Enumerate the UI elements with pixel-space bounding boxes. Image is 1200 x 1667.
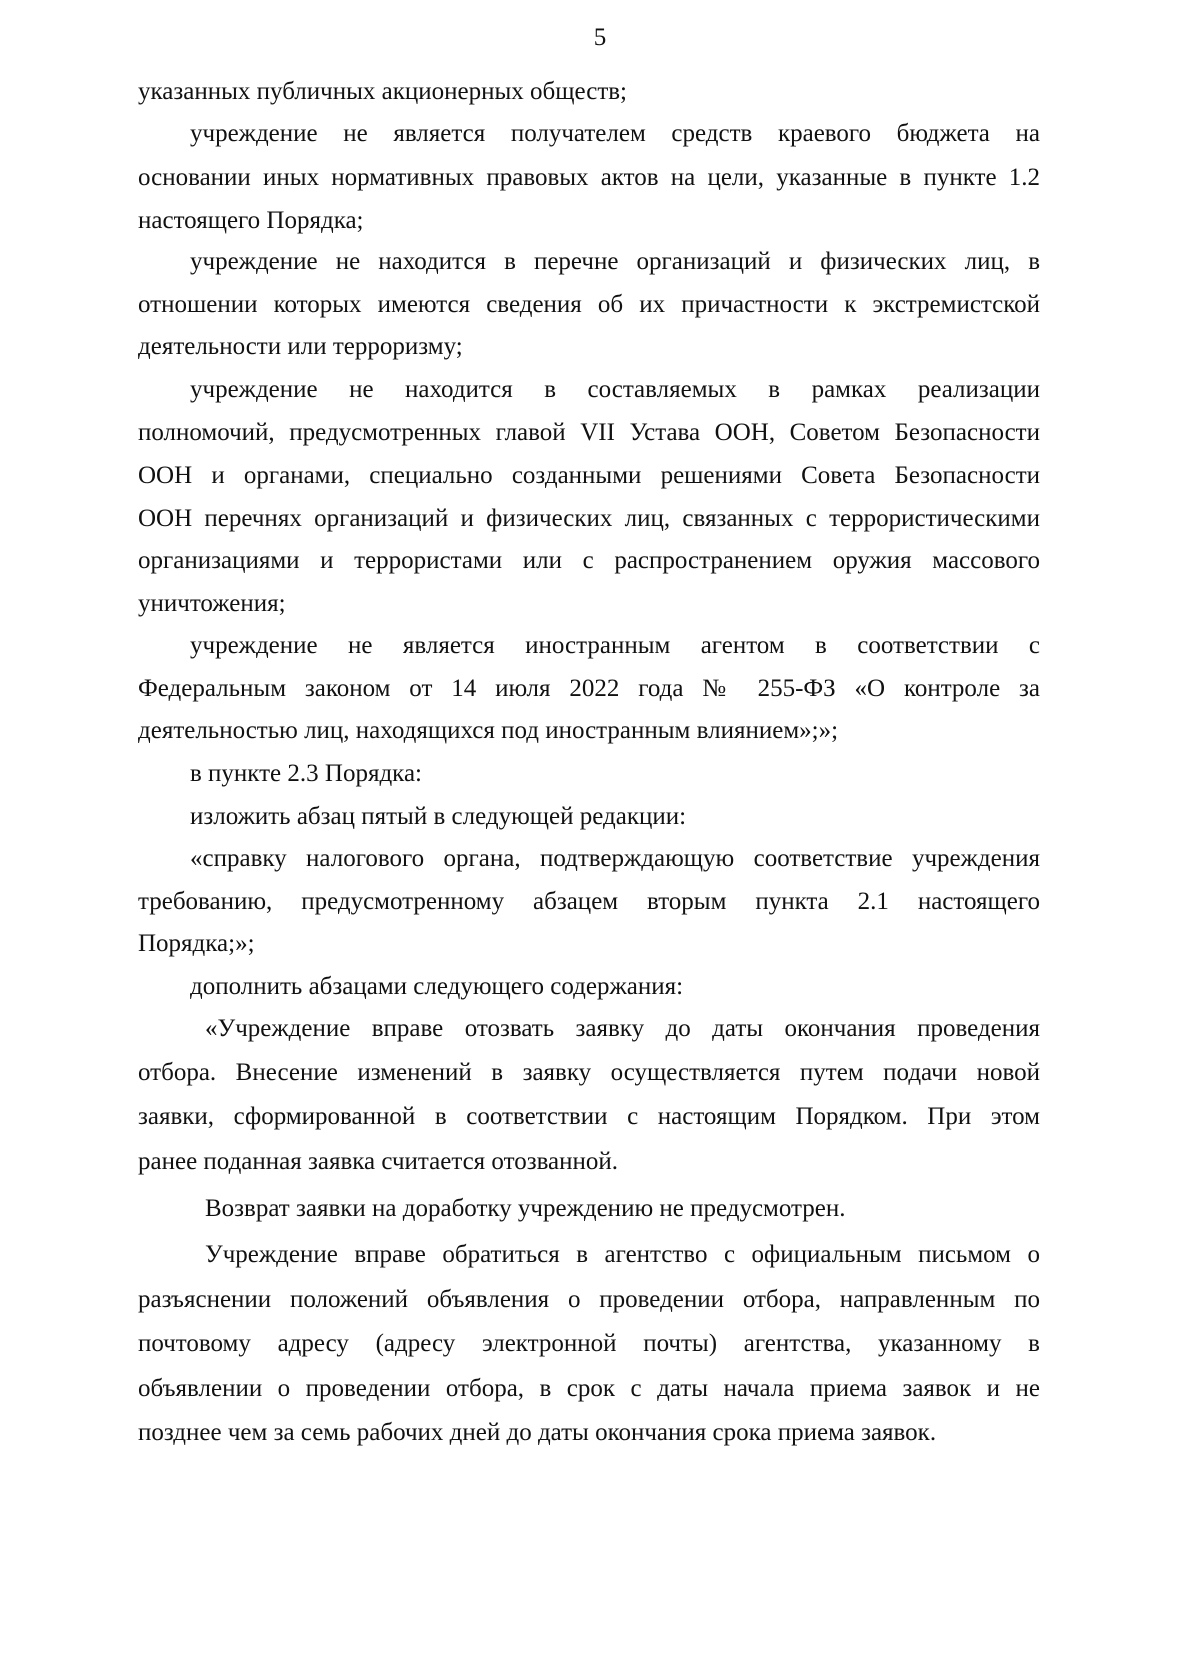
text-line: разъяснении положений объявления о проведении отбора, направленным по — [138, 1286, 1040, 1313]
text-line: Порядка;»; — [138, 930, 255, 957]
text-line: ООН и органами, специально созданными решениями Совета Безопасности — [138, 462, 1040, 489]
text-line: уничтожения; — [138, 590, 286, 617]
text-line: «справку налогового органа, подтверждающую соответствие учреждения — [190, 845, 1040, 872]
text-line: Федеральным законом от 14 июля 2022 года № 255-ФЗ «О контроле за — [138, 675, 1040, 702]
text-line: учреждение не находится в составляемых в рамках реализации — [190, 376, 1040, 403]
text-line: в пункте 2.3 Порядка: — [190, 760, 422, 787]
text-line: организациями и террористами или с распространением оружия массового — [138, 547, 1040, 574]
text-line: позднее чем за семь рабочих дней до даты окончания срока приема заявок. — [138, 1419, 937, 1446]
text-line: деятельностью лиц, находящихся под иностранным влиянием»;»; — [138, 717, 839, 744]
page-number: 5 — [593, 24, 607, 51]
text-line: дополнить абзацами следующего содержания: — [190, 973, 684, 1000]
text-line: отбора. Внесение изменений в заявку осуществляется путем подачи новой — [138, 1059, 1040, 1086]
text-line: Возврат заявки на доработку учреждению не предусмотрен. — [205, 1195, 846, 1222]
text-line: требованию, предусмотренному абзацем вторым пункта 2.1 настоящего — [138, 888, 1040, 915]
text-line: объявлении о проведении отбора, в срок с даты начала приема заявок и не — [138, 1375, 1040, 1402]
text-line: Учреждение вправе обратиться в агентство с официальным письмом о — [205, 1241, 1040, 1268]
text-line: настоящего Порядка; — [138, 207, 364, 234]
text-line: изложить абзац пятый в следующей редакции: — [190, 803, 687, 830]
text-line: отношении которых имеются сведения об их причастности к экстремистской — [138, 291, 1040, 318]
text-line: указанных публичных акционерных обществ; — [138, 78, 628, 105]
text-line: «Учреждение вправе отозвать заявку до даты окончания проведения — [205, 1015, 1040, 1042]
text-line: основании иных нормативных правовых актов на цели, указанные в пункте 1.2 — [138, 164, 1040, 191]
text-line: ранее поданная заявка считается отозванной. — [138, 1148, 619, 1175]
text-line: учреждение не находится в перечне организаций и физических лиц, в — [190, 248, 1040, 275]
text-line: ООН перечнях организаций и физических лиц, связанных с террористическими — [138, 505, 1040, 532]
text-line: полномочий, предусмотренных главой VII Устава ООН, Советом Безопасности — [138, 419, 1040, 446]
text-line: почтовому адресу (адресу электронной почты) агентства, указанному в — [138, 1330, 1040, 1357]
text-line: учреждение не является получателем средств краевого бюджета на — [190, 120, 1040, 147]
text-line: деятельности или терроризму; — [138, 333, 463, 360]
text-line: учреждение не является иностранным агентом в соответствии с — [190, 632, 1040, 659]
text-line: заявки, сформированной в соответствии с настоящим Порядком. При этом — [138, 1103, 1040, 1130]
